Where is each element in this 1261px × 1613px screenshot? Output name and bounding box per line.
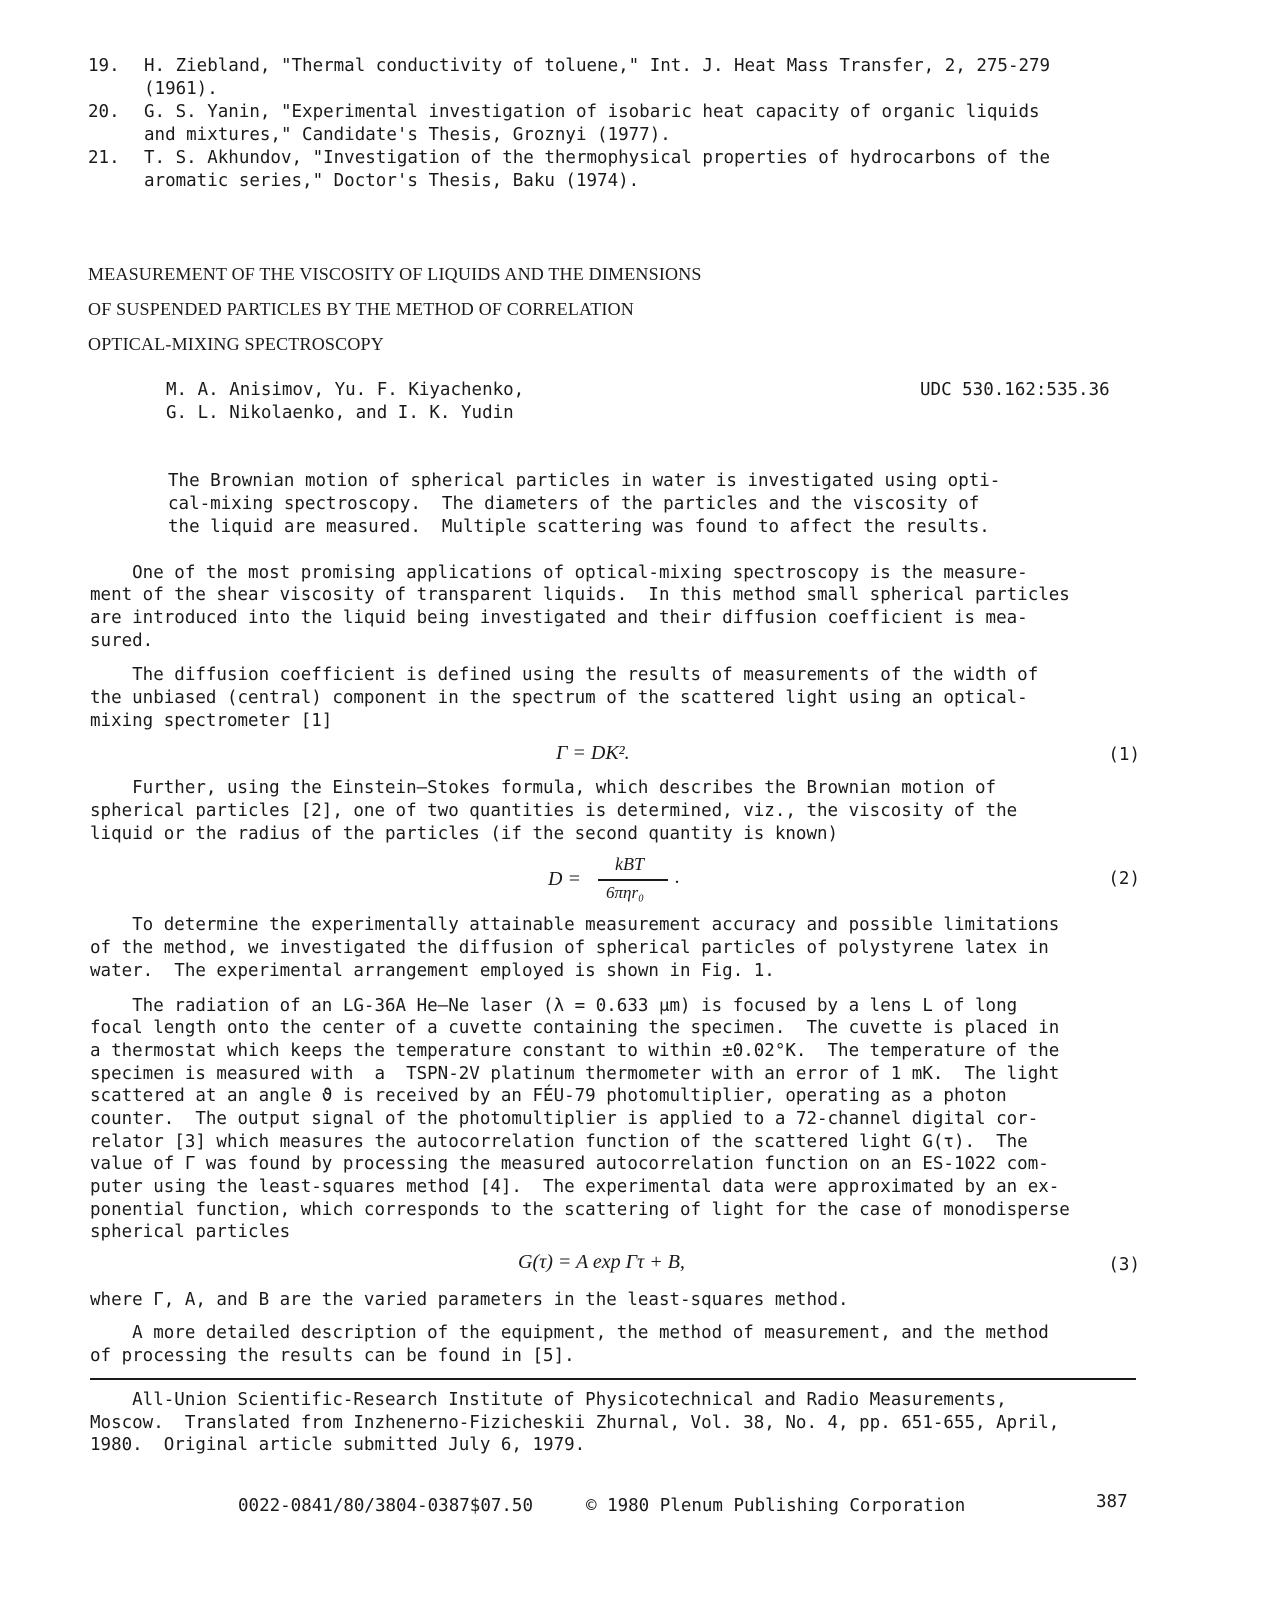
body-line: spherical particles: [90, 1222, 291, 1242]
copyright: © 1980 Plenum Publishing Corporation: [586, 1496, 966, 1516]
body-line: relator [3] which measures the autocorrelation function of the scattered light G(τ). The: [90, 1132, 1028, 1152]
body-line: One of the most promising applications of optical-mixing spectroscopy is the measure-: [90, 563, 1028, 583]
footnote-line: Moscow. Translated from Inzhenerno-Fizicheskii Zhurnal, Vol. 38, No. 4, pp. 651-655, April,: [90, 1413, 1060, 1433]
page-number: 387: [1096, 1492, 1128, 1512]
article-title-line: OF SUSPENDED PARTICLES BY THE METHOD OF CORRELATION: [88, 299, 635, 319]
body-line: ponential function, which corresponds to the scattering of light for the case of monodisperse: [90, 1200, 1070, 1220]
body-line: are introduced into the liquid being investigated and their diffusion coefficient is mea-: [90, 608, 1028, 628]
reference-line: H. Ziebland, "Thermal conductivity of toluene," Int. J. Heat Mass Transfer, 2, 275-279: [144, 56, 1051, 76]
body-line: The radiation of an LG-36A He—Ne laser (λ = 0.633 μm) is focused by a lens L of long: [90, 996, 1018, 1016]
body-line: spherical particles [2], one of two quantities is determined, viz., the viscosity of the: [90, 801, 1018, 821]
body-line: focal length onto the center of a cuvette containing the specimen. The cuvette is placed in: [90, 1018, 1060, 1038]
udc-code: UDC 530.162:535.36: [920, 380, 1110, 400]
equation-2-tail: .: [675, 866, 680, 888]
equation-number: (2): [1108, 869, 1140, 889]
equation-number: (1): [1108, 745, 1140, 765]
article-title-line: MEASUREMENT OF THE VISCOSITY OF LIQUIDS AND THE DIMENSIONS: [88, 264, 702, 284]
footnote-line: 1980. Original article submitted July 6, 1979.: [90, 1435, 586, 1455]
abstract-line: cal-mixing spectroscopy. The diameters of the particles and the viscosity of: [168, 494, 980, 514]
reference-line: aromatic series," Doctor's Thesis, Baku (1974).: [144, 171, 640, 191]
body-line: of processing the results can be found in [5].: [90, 1346, 575, 1366]
body-line: puter using the least-squares method [4]. The experimental data were approximated by an ex-: [90, 1177, 1060, 1197]
body-line: The diffusion coefficient is defined using the results of measurements of the width of: [90, 665, 1039, 685]
abstract-line: the liquid are measured. Multiple scattering was found to affect the results.: [168, 517, 990, 537]
article-title-line: OPTICAL-MIXING SPECTROSCOPY: [88, 334, 384, 354]
equation-2-denominator: 6πηr₀: [606, 883, 644, 902]
body-line: To determine the experimentally attainable measurement accuracy and possible limitations: [90, 915, 1060, 935]
equation-1: Γ = DK².: [556, 742, 630, 764]
equation-2-numerator-text: kBT: [615, 854, 644, 874]
reference-line: T. S. Akhundov, "Investigation of the thermophysical properties of hydrocarbons of the: [144, 148, 1051, 168]
reference-line: G. S. Yanin, "Experimental investigation of isobaric heat capacity of organic liquids: [144, 102, 1040, 122]
equation-3: G(τ) = A exp Γτ + B,: [518, 1251, 685, 1273]
reference-line: and mixtures," Candidate's Thesis, Groznyi (1977).: [144, 125, 671, 145]
body-line: specimen is measured with a TSPN-2V platinum thermometer with an error of 1 mK. The light: [90, 1064, 1060, 1084]
abstract-line: The Brownian motion of spherical particles in water is investigated using opti-: [168, 471, 1001, 491]
body-line: water. The experimental arrangement employed is shown in Fig. 1.: [90, 961, 775, 981]
reference-number: 21.: [88, 148, 120, 168]
body-line: scattered at an angle ϑ is received by an FÉU-79 photomultiplier, operating as a photon: [90, 1086, 1007, 1106]
footnote-line: All-Union Scientific-Research Institute of Physicotechnical and Radio Measurements,: [90, 1390, 1007, 1410]
equation-number: (3): [1108, 1255, 1140, 1275]
body-line: value of Γ was found by processing the measured autocorrelation function on an ES-1022 com-: [90, 1154, 1049, 1174]
body-line: A more detailed description of the equipment, the method of measurement, and the method: [90, 1323, 1049, 1343]
reference-number: 19.: [88, 56, 120, 76]
body-line: mixing spectrometer [1]: [90, 711, 333, 731]
reference-line: (1961).: [144, 79, 218, 99]
body-line: of the method, we investigated the diffusion of spherical particles of polystyrene latex in: [90, 938, 1049, 958]
body-line: ment of the shear viscosity of transparent liquids. In this method small spherical particles: [90, 585, 1070, 605]
body-line: counter. The output signal of the photomultiplier is applied to a 72-channel digital cor-: [90, 1109, 1039, 1129]
body-line: sured.: [90, 631, 154, 651]
author-line: G. L. Nikolaenko, and I. K. Yudin: [166, 403, 514, 423]
body-line: Further, using the Einstein—Stokes formula, which describes the Brownian motion of: [90, 778, 997, 798]
body-line: liquid or the radius of the particles (if the second quantity is known): [90, 824, 839, 844]
body-line: where Γ, A, and B are the varied parameters in the least-squares method.: [90, 1290, 849, 1310]
footnote-divider: [90, 1378, 1136, 1380]
body-line: the unbiased (central) component in the spectrum of the scattered light using an optical-: [90, 688, 1028, 708]
author-line: M. A. Anisimov, Yu. F. Kiyachenko,: [166, 380, 525, 400]
equation-2-numerator: [615, 853, 644, 876]
article-code: 0022-0841/80/3804-0387$07.50: [238, 1496, 534, 1516]
equation-2-lhs: D =: [548, 868, 581, 890]
reference-number: 20.: [88, 102, 120, 122]
body-line: a thermostat which keeps the temperature constant to within ±0.02°K. The temperature of the: [90, 1041, 1060, 1061]
